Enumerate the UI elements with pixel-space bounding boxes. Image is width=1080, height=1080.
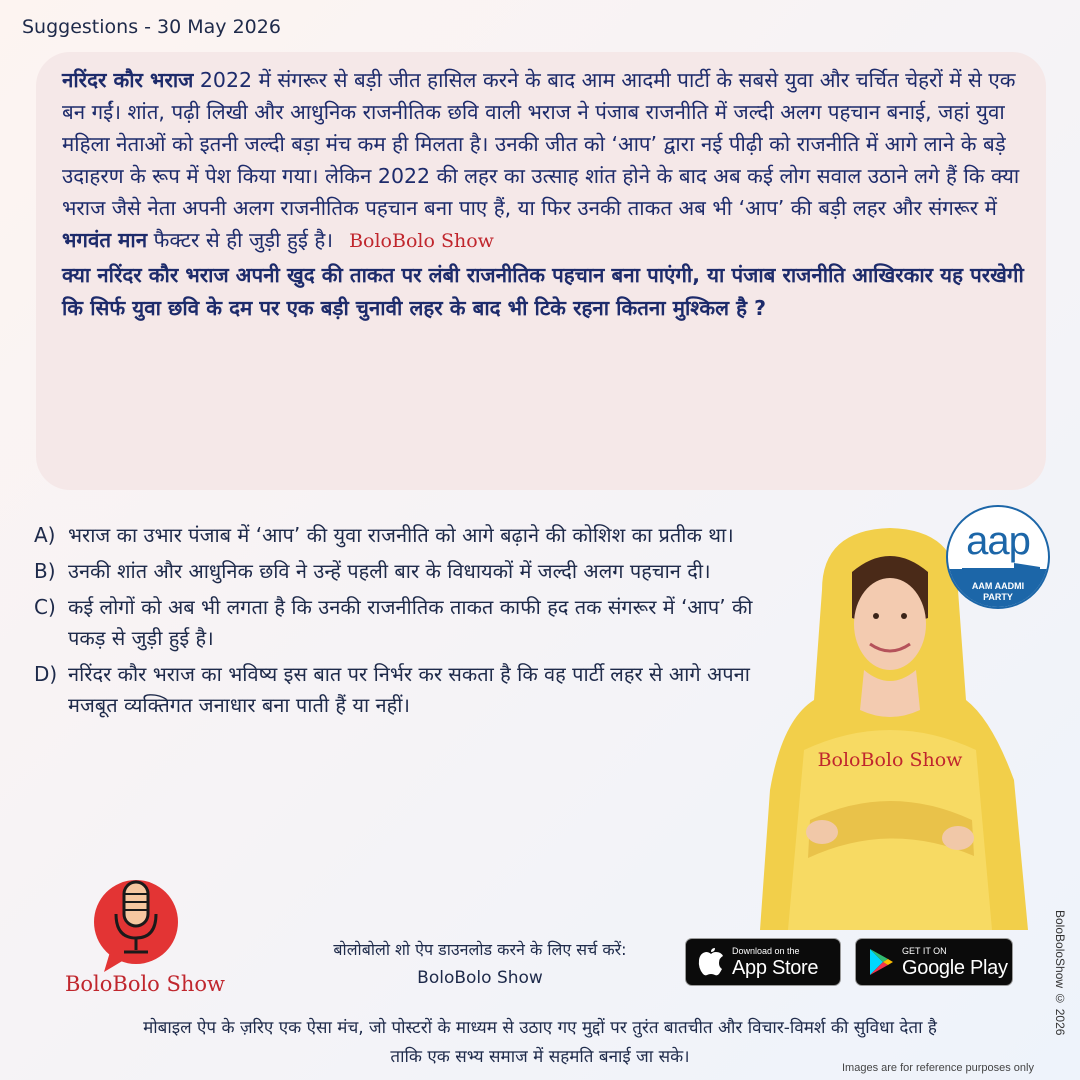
footer-line-2: ताकि एक सभ्य समाज में सहमति बनाई जा सके।	[390, 1047, 690, 1067]
option-a[interactable]	[34, 520, 774, 551]
app-store-button[interactable]	[685, 938, 841, 986]
google-play-icon	[868, 948, 894, 976]
aap-logo-line1: AAM AADMI	[971, 581, 1025, 591]
leader-name: भगवंत मान	[62, 228, 148, 252]
aap-logo-line2: PARTY	[983, 592, 1013, 602]
intro-paragraph	[62, 64, 1024, 257]
intro-body-1: 2022 में संगरूर से बड़ी जीत हासिल करने के बाद आम आदमी पार्टी के सबसे युवा और चर्चित चेहरों में से एक बन गईं। शांत, पढ़ी लिखी और आधुनिक राजनीतिक छवि वाली भराज ने पंजाब राजनीति में जल्दी अलग पहचान बनाई, जहां युवा महिला नेताओं को इतनी जल्दी बड़ा मंच कम ही मिलता है। उनकी जीत को ‘आप’ द्वारा नई पीढ़ी को राजनीति में आगे लाने के बड़े उदाहरण के रूप में पेश किया गया। लेकिन 2022 की लहर का उत्साह शांत होने के बाद अब कई लोग सवाल उठाने लगे हैं कि क्या भराज जैसे नेता अपनी अलग राजनीतिक पहचान बना पाए हैं, या फिर उनकी ताकत अब भी ‘आप’ की बड़ी लहर और संगरूर में	[62, 68, 1020, 220]
download-prompt-text: बोलोबोलो शो ऐप डाउनलोड करने के लिए सर्च करें:	[333, 940, 627, 959]
google-play-button[interactable]	[855, 938, 1013, 986]
google-play-small: GET IT ON	[902, 945, 947, 956]
options-list	[34, 520, 774, 726]
question: क्या नरिंदर कौर भराज अपनी खुद की ताकत पर लंबी राजनीतिक पहचान बना पाएंगी, या पंजाब राजनीति आखिरकार यह परखेगी कि सिर्फ युवा छवि के दम पर एक बड़ी चुनावी लहर के बाद भी टिके रहना कितना मुश्किल है ?	[62, 263, 1024, 320]
option-letter: A)	[34, 523, 56, 547]
politician-name: नरिंदर कौर भराज	[62, 68, 194, 92]
image-disclaimer: Images are for reference purposes only	[842, 1062, 1034, 1074]
date-label: Suggestions - 30 May 2026	[22, 16, 281, 38]
download-app-name: BoloBolo Show	[417, 968, 543, 988]
option-text: नरिंदर कौर भराज का भविष्य इस बात पर निर्भर कर सकता है कि वह पार्टी लहर से आगे अपना मजबूत व्यक्तिगत जनाधार बना पाती हैं या नहीं।	[68, 662, 750, 717]
intro-card	[36, 52, 1046, 490]
option-text: उनकी शांत और आधुनिक छवि ने उन्हें पहली बार के विधायकों में जल्दी अलग पहचान दी।	[68, 559, 711, 583]
download-prompt	[300, 936, 660, 992]
option-text: कई लोगों को अब भी लगता है कि उनकी राजनीतिक ताकत काफी हद तक संगरूर में ‘आप’ की पकड़ से जुड़ी हुई है।	[68, 595, 753, 650]
option-letter: B)	[34, 559, 56, 583]
footer-line-1: मोबाइल ऐप के ज़रिए एक ऐसा मंच, जो पोस्टरों के माध्यम से उठाए गए मुद्दों पर तुरंत बातचीत और विचार-विमर्श की सुविधा देता है	[143, 1018, 937, 1038]
broom-icon	[960, 563, 1040, 575]
app-store-small: Download on the	[732, 945, 800, 956]
brand-logo-label: BoloBolo Show	[64, 972, 226, 996]
app-store-big: App Store	[732, 956, 819, 979]
option-letter: D)	[34, 662, 58, 686]
option-letter: C)	[34, 595, 56, 619]
microphone-icon	[90, 872, 186, 974]
option-b[interactable]	[34, 556, 774, 587]
portrait-watermark: BoloBolo Show	[817, 749, 963, 771]
google-play-big: Google Play	[902, 956, 1008, 979]
aap-party-logo	[946, 505, 1050, 609]
option-c[interactable]	[34, 592, 774, 654]
aap-logo-band	[948, 569, 1048, 609]
copyright-notice: BoloBoloShow © 2026	[1053, 910, 1067, 1036]
apple-icon	[698, 948, 724, 976]
intro-body-2: फैक्टर से ही जुड़ी हुई है।	[147, 228, 334, 252]
aap-logo-word: aap	[966, 519, 1030, 563]
brand-watermark: BoloBolo Show	[349, 230, 494, 252]
option-text: भराज का उभार पंजाब में ‘आप’ की युवा राजनीति को आगे बढ़ाने की कोशिश का प्रतीक था।	[68, 523, 734, 547]
option-d[interactable]	[34, 659, 774, 721]
